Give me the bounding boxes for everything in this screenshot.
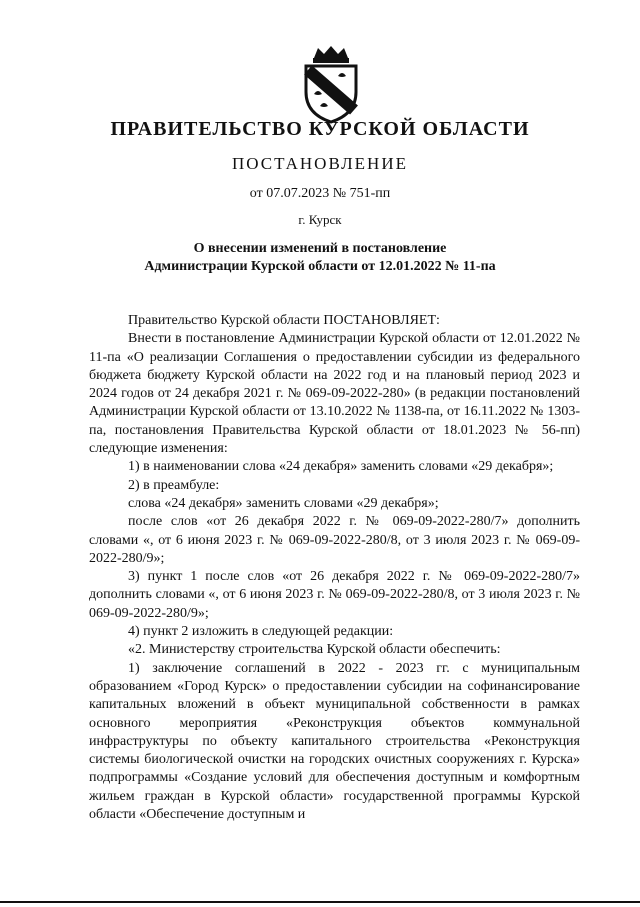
subject-line-2: Администрации Курской области от 12.01.2022 № 11-па	[144, 259, 496, 274]
body-paragraph: 1) в наименовании слова «24 декабря» заменить словами «29 декабря»;	[128, 459, 554, 475]
document-subject	[0, 240, 640, 276]
document-type: ПОСТАНОВЛЕНИЕ	[231, 154, 408, 173]
bottom-edge-line	[0, 901, 640, 903]
body-paragraph: слова «24 декабря» заменить словами «29 декабря»;	[128, 495, 439, 511]
body-paragraph: «2. Министерству строительства Курской области обеспечить:	[128, 642, 501, 658]
document-city: г. Курск	[298, 212, 342, 227]
document-date-number: от 07.07.2023 № 751-пп	[249, 186, 391, 201]
body-paragraph: Внести в постановление Администрации Курской области от 12.01.2022 № 11-па «О реализации Соглашения о предоставлении субсидии из федерального бюджета бюджету Курской области на 2022 год и на плановый период 2023 и 2024 годов от 24 декабря 2021 г. № 069-09-2022-280» (в редакции постановлений Администрации Курской области от 13.10.2022 № 1138-па, от 16.11.2022 № 1303-па, постановления Правительства Курской области от 18.01.2023 № 56-пп) следующие изменения:	[89, 331, 580, 457]
government-title: ПРАВИТЕЛЬСТВО КУРСКОЙ ОБЛАСТИ	[110, 118, 530, 140]
document-body	[89, 312, 580, 824]
subject-line-1: О внесении изменений в постановление	[193, 241, 447, 256]
body-paragraph: 1) заключение соглашений в 2022 - 2023 гг. с муниципальным образованием «Город Курск» о предоставлении субсидии на софинансирование капитальных вложений в объект муниципальной собственности в рамках основного мероприятия «Реконструкция объектов коммунальной инфраструктуры по объекту капитального строительства «Реконструкция системы биологической очистки на городских очистных сооружениях г. Курска» подпрограммы «Создание условий для обеспечения доступным и комфортным жильем граждан в Курской области» государственной программы Курской области «Обеспечение доступным и	[89, 660, 580, 823]
body-paragraph: 4) пункт 2 изложить в следующей редакции:	[128, 624, 394, 640]
body-paragraph: Правительство Курской области ПОСТАНОВЛЯЕТ:	[128, 313, 440, 328]
body-paragraph: после слов «от 26 декабря 2022 г. № 069-09-2022-280/7» дополнить словами «, от 6 июня 2023 г. № 069-09-2022-280/8, от 3 июля 2023 г. № 069-09-2022-280/9»;	[89, 514, 580, 566]
coat-of-arms-emblem	[300, 44, 362, 124]
body-paragraph: 2) в преамбуле:	[128, 477, 220, 493]
body-paragraph: 3) пункт 1 после слов «от 26 декабря 2022 г. № 069-09-2022-280/7» дополнить словами «, от 6 июня 2023 г. № 069-09-2022-280/8, от 3 июля 2023 г. № 069-09-2022-280/9»;	[89, 569, 580, 621]
